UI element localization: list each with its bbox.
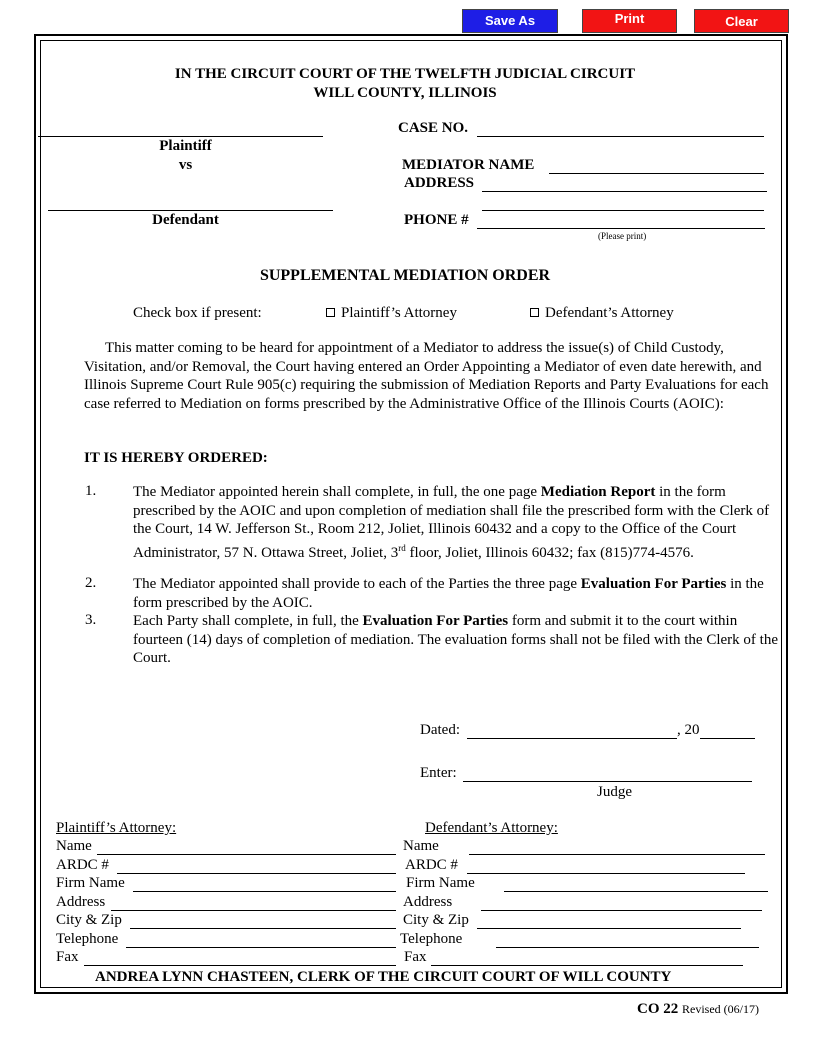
address-field-1[interactable] [482,177,767,192]
ordered-heading: IT IS HEREBY ORDERED: [84,450,268,466]
year-prefix: , 20 [677,722,700,738]
address-field-2[interactable] [482,196,764,211]
plaintiff-attorney-field-input[interactable] [133,877,396,892]
clear-button[interactable]: Clear [694,9,789,33]
plaintiff-name-field[interactable] [38,122,323,137]
defendant-attorney-field-input[interactable] [469,840,765,855]
plaintiff-attorney-field-input[interactable] [111,896,396,911]
defendant-label: Defendant [152,212,219,228]
dated-label: Dated: [420,722,460,738]
judge-signature-field[interactable] [463,767,752,782]
address-label: ADDRESS [404,175,475,191]
item-number: 2. [85,575,97,591]
plaintiff-attorney-field-label: Telephone [56,930,119,947]
defendant-attorney-field-input[interactable] [481,896,762,911]
form-code: CO 22 Revised (06/17) [637,1001,759,1017]
checkbox-icon [530,308,539,317]
check-prompt: Check box if present: [133,305,262,321]
plaintiff-attorney-checkbox[interactable] [326,305,457,322]
judge-label: Judge [597,784,632,800]
order-item-3: Each Party shall complete, in full, the Evaluation For Parties form and submit it to the court within fourteen (14) days of completion of mediation. The evaluation forms shall not be filed with the Clerk of the Court. [133,613,778,666]
plaintiff-attorney-field-input[interactable] [130,914,396,929]
order-item-2: The Mediator appointed shall provide to each of the Parties the three page Evaluation For Parties in the form prescribed by the AOIC. [133,576,764,611]
mediator-name-label: MEDIATOR NAME [402,157,535,173]
defendant-attorney-field-input[interactable] [496,933,759,948]
plaintiff-attorney-field-label: Firm Name [56,875,125,891]
year-field[interactable] [700,724,755,739]
plaintiff-attorney-field-label: Name [56,838,92,854]
defendant-attorney-label: Defendant’s Attorney [545,305,674,321]
plaintiff-attorney-field-input[interactable] [126,933,396,948]
defendant-attorney-field-label: Address [403,893,453,910]
order-item-1: The Mediator appointed herein shall complete, in full, the one page Mediation Report in the form prescribed by the AOIC and upon completion of mediation shall file the prescribed form with the Clerk of the Court, 14 W. Jefferson St., Room 212, Joliet, Illinois 60432 and a copy to the Office of the Court Administrator, 57 N. Ottawa Street, Joliet, 3rd floor, Joliet, Illinois 60432; fax (815)774-4576. [133,484,770,561]
defendant-attorney-checkbox[interactable] [530,305,674,322]
defendant-attorney-field-input[interactable] [431,951,743,966]
defendant-attorney-field-input[interactable] [477,914,741,929]
defendant-attorney-field-input[interactable] [504,877,768,892]
intro-paragraph: This matter coming to be heard for appointment of a Mediator to address the issue(s) of Child Custody, Visitation, and/or Removal, the Court having entered an Order Appointing a Mediator of even date herewith, and Illinois Supreme Court Rule 905(c) requiring the submission of Mediation Reports and Party Evaluations for each case referred to Mediation on forms prescribed by the Administrative Office of the Illinois Courts (AOIC): [84,340,769,412]
item-number: 3. [85,612,97,628]
phone-label: PHONE # [404,212,469,228]
phone-field[interactable] [477,214,765,229]
mediator-name-field[interactable] [549,159,764,174]
vs-label: vs [178,157,193,173]
plaintiff-attorney-field-input[interactable] [97,840,396,855]
plaintiff-attorney-field-input[interactable] [117,859,396,874]
plaintiff-attorney-heading: Plaintiff’s Attorney: [56,820,177,836]
defendant-attorney-field-input[interactable] [467,859,745,874]
enter-label: Enter: [420,765,457,781]
dated-field[interactable] [467,724,677,739]
item-number: 1. [85,483,97,499]
plaintiff-attorney-field-input[interactable] [84,951,396,966]
case-no-label: CASE NO. [398,120,469,136]
defendant-name-field[interactable] [48,196,333,211]
plaintiff-label: Plaintiff [159,138,212,154]
defendant-attorney-field-label: City & Zip [403,912,469,928]
clerk-line: ANDREA LYNN CHASTEEN, CLERK OF THE CIRCUIT COURT OF WILL COUNTY [95,969,672,985]
please-print-note: (Please print) [598,231,647,241]
plaintiff-attorney-field-label: City & Zip [56,912,122,928]
defendant-attorney-field-label: ARDC # [405,856,458,873]
defendant-attorney-field-label: Telephone [400,930,463,947]
checkbox-icon [326,308,335,317]
plaintiff-attorney-field-label: Address [56,893,106,910]
order-title: SUPPLEMENTAL MEDIATION ORDER [259,267,551,284]
defendant-attorney-field-label: Firm Name [406,875,475,891]
plaintiff-attorney-label: Plaintiff’s Attorney [341,305,457,321]
plaintiff-attorney-field-label: ARDC # [56,856,109,873]
defendant-attorney-heading: Defendant’s Attorney: [425,820,558,836]
court-title: IN THE CIRCUIT COURT OF THE TWELFTH JUDICIAL CIRCUIT [174,66,636,82]
print-button[interactable]: Print [582,9,677,33]
defendant-attorney-field-label: Fax [404,949,427,965]
case-no-field[interactable] [477,122,764,137]
county-title: WILL COUNTY, ILLINOIS [313,85,497,101]
save-as-button[interactable]: Save As [462,9,558,33]
plaintiff-attorney-field-label: Fax [56,949,79,965]
defendant-attorney-field-label: Name [403,838,439,854]
